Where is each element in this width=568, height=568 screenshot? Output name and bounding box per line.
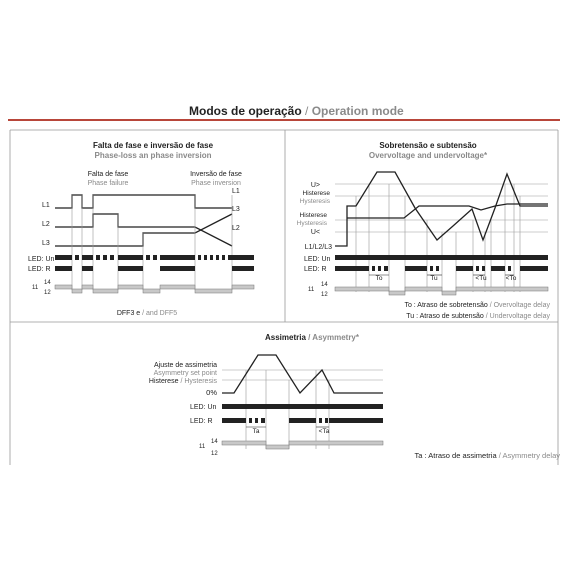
relay-bar xyxy=(55,285,254,293)
led-un-bar-2 xyxy=(335,255,548,260)
panel-asymmetry xyxy=(149,333,560,460)
panel1-gridlines xyxy=(72,195,232,290)
zero-label: 0% xyxy=(206,388,217,397)
phase-signals xyxy=(55,195,232,246)
l3-label-right: L3 xyxy=(232,206,240,213)
header-title: Modos de operação / Operation mode xyxy=(189,104,404,118)
led-r-bar xyxy=(55,266,254,271)
l3-label: L3 xyxy=(42,240,50,247)
panel-over-under-voltage xyxy=(297,141,551,320)
phase-failure-label-en: Phase failure xyxy=(87,180,129,187)
l123-label: L1/L2/L3 xyxy=(304,244,332,251)
phase-failure-label-pt: Falta de fase xyxy=(87,171,129,178)
phase-a-signal xyxy=(335,172,548,246)
led-un-label-2: LED: Un xyxy=(304,256,331,263)
panel3-title: Assimetria / Asymmetry* xyxy=(265,333,359,342)
legend-tu: Tu : Atraso de subtensão / Undervoltage delay xyxy=(406,313,550,320)
led-r-label-2: LED: R xyxy=(304,266,327,273)
contact-11: 11 xyxy=(32,285,39,291)
contact-14: 14 xyxy=(44,280,51,286)
led-r-bar-2 xyxy=(335,266,548,271)
led-un-bar xyxy=(55,255,254,260)
led-un-bar-3 xyxy=(222,404,383,409)
l1-label-right: L1 xyxy=(232,188,240,195)
to-label: To xyxy=(375,275,383,282)
panel2-title-en: Overvoltage and undervoltage* xyxy=(368,151,488,160)
panel-phase-loss xyxy=(28,141,254,317)
hyst-en-label: Hysteresis xyxy=(299,198,330,205)
lt-ta-label: <Ta xyxy=(318,428,330,435)
l3-signal xyxy=(55,214,232,246)
hyst-en-label-2: Hysteresis xyxy=(296,220,327,227)
panel1-title-en: Phase-loss an phase inversion xyxy=(94,151,212,160)
u-over-label: U> xyxy=(310,182,320,189)
phase-b-signal xyxy=(347,204,548,218)
ta-label: Ta xyxy=(252,428,260,435)
legend-to: To : Atraso de sobretensão / Overvoltage delay xyxy=(404,302,550,309)
panel1-footer: DFF3 e / and DFF5 xyxy=(116,310,178,317)
led-r-label: LED: R xyxy=(28,266,51,273)
lt-tu-label: <Tu xyxy=(475,275,487,282)
contact-11-2: 11 xyxy=(308,287,315,293)
hyst-pt-label-2: Histerese xyxy=(299,212,327,219)
l1-label: L1 xyxy=(42,202,50,209)
led-un-label: LED: Un xyxy=(28,256,55,263)
led-un-label-3: LED: Un xyxy=(190,404,217,411)
legend-ta: Ta : Atraso de assimetria / Asymmetry delay xyxy=(414,451,560,460)
u-under-label: U< xyxy=(310,229,320,236)
panel3-gridlines xyxy=(246,370,329,449)
contact-14-2: 14 xyxy=(321,282,328,288)
relay-bar-2 xyxy=(335,287,548,295)
lt-to-label: <To xyxy=(505,275,517,282)
led-r-label-3: LED: R xyxy=(190,418,213,425)
hyst-pt-label: Histerese xyxy=(302,190,330,197)
tu-label: Tu xyxy=(430,275,438,282)
l2-label: L2 xyxy=(42,221,50,228)
contact-12-2: 12 xyxy=(321,292,328,298)
panel2-title-pt: Sobretensão e subtensão xyxy=(379,141,477,150)
panel1-title-pt: Falta de fase e inversão de fase xyxy=(92,141,214,150)
phase-inversion-label-en: Phase inversion xyxy=(191,180,241,187)
contact-12: 12 xyxy=(44,290,51,296)
setpoint-pt-label: Ajuste de assimetria xyxy=(153,362,217,369)
voltage-signals xyxy=(335,172,548,246)
hysteresis-label: Histerese / Hysteresis xyxy=(148,378,217,385)
contact-14-3: 14 xyxy=(211,439,218,445)
contact-11-3: 11 xyxy=(199,444,206,450)
setpoint-en-label: Asymmetry set point xyxy=(153,370,217,377)
phase-inversion-label-pt: Inversão de fase xyxy=(190,171,242,178)
l1-signal xyxy=(55,195,232,208)
contact-12-3: 12 xyxy=(211,451,218,457)
threshold-lines xyxy=(335,184,548,232)
l2-label-right: L2 xyxy=(232,225,240,232)
